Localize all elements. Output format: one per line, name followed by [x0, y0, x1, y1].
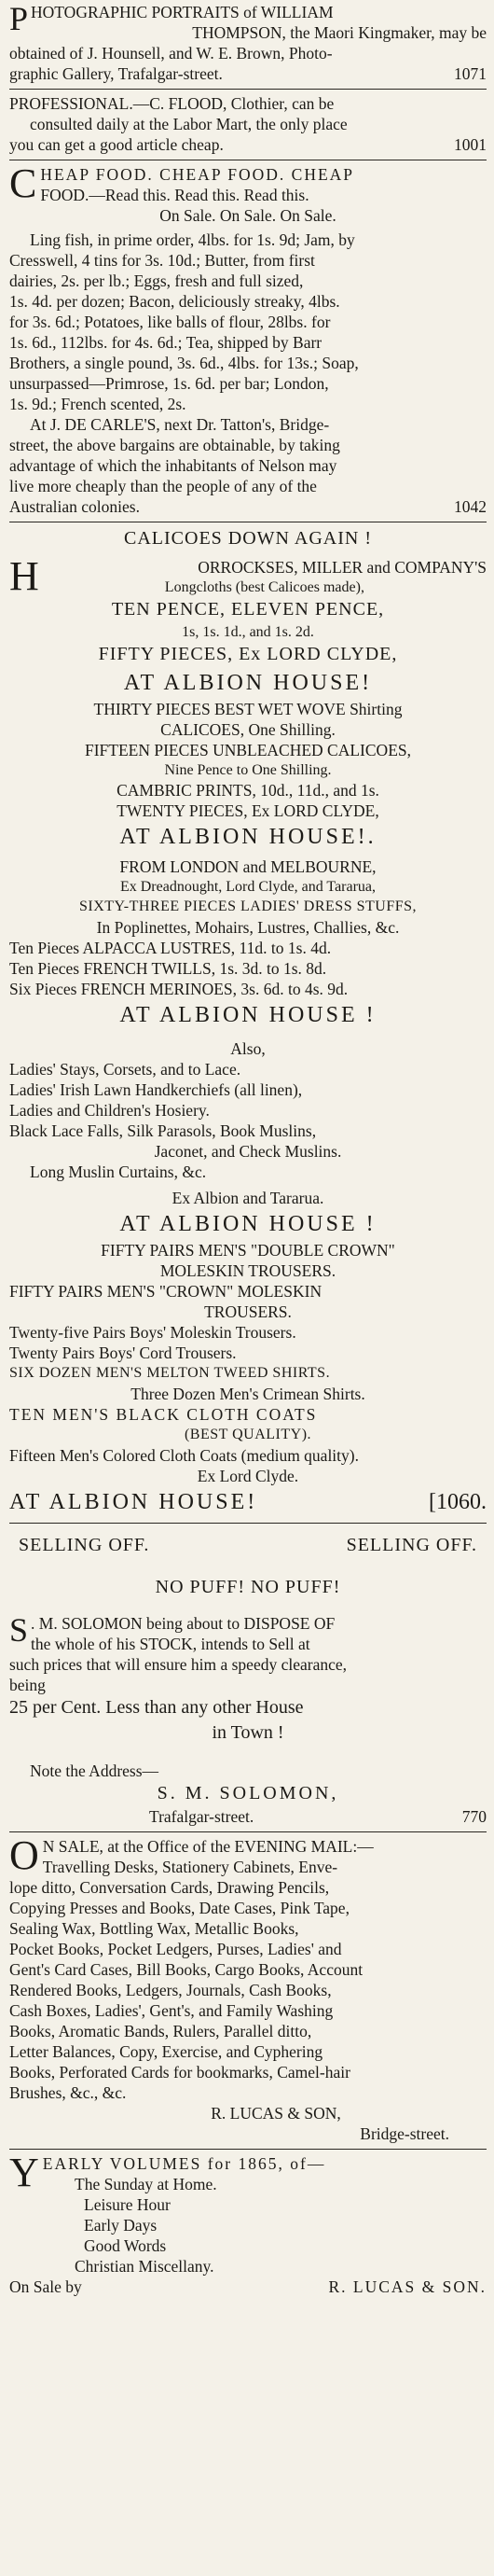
- ad-line: MOLESKIN TROUSERS.: [159, 1261, 336, 1280]
- ad-line: obtained of J. Hounsell, and W. E. Brown, Photo-: [9, 44, 333, 63]
- ad-line: Ex Dreadnought, Lord Clyde, and Tararua,: [119, 879, 377, 895]
- photographic-portraits-ad: [9, 2, 487, 84]
- ad-number: 1001: [454, 135, 487, 154]
- ad-line: Books, Perforated Cards for bookmarks, Camel-hair: [9, 2063, 350, 2082]
- ad-line: FIFTEEN PIECES UNBLEACHED CALICOES,: [84, 741, 411, 759]
- lucas-stationery-ad: [9, 1832, 487, 2144]
- yearly-volumes-ad: [9, 2150, 487, 2297]
- ad-line: Bridge-street.: [360, 2124, 449, 2143]
- ad-line: Ex Lord Clyde.: [197, 1467, 299, 1485]
- ad-line: CAMBRIC PRINTS, 10d., 11d., and 1s.: [117, 781, 379, 800]
- solomon-selling-off-ad: [9, 1527, 487, 1827]
- ad-line: N SALE, at the Office of the EVENING MAIL:—: [42, 1837, 374, 1856]
- volume-title: Christian Miscellany.: [75, 2257, 214, 2276]
- ad-line: CALICOES, One Shilling.: [160, 720, 336, 739]
- ad-body-line: Ling fish, in prime order, 4lbs. for 1s. 9d; Jam, by: [30, 230, 355, 249]
- ad-line: Twenty Pairs Boys' Cord Trousers.: [9, 1344, 237, 1362]
- drop-cap: Y: [9, 2150, 39, 2195]
- ad-line: Ten Pieces ALPACCA LUSTRES, 11d. to 1s. 4d.: [9, 939, 332, 957]
- ad-line: EARLY VOLUMES for 1865, of—: [42, 2154, 326, 2173]
- ad-line: Three Dozen Men's Crimean Shirts.: [130, 1385, 365, 1403]
- ad-headline: HEAP FOOD. CHEAP FOOD. CHEAP: [40, 165, 355, 184]
- ad-line: lope ditto, Conversation Cards, Drawing Pencils,: [9, 1878, 330, 1897]
- ad-line: ORROCKSES, MILLER and COMPANY'S: [198, 558, 487, 577]
- ad-line: Sealing Wax, Bottling Wax, Metallic Books,: [9, 1919, 299, 1938]
- volume-title: The Sunday at Home.: [75, 2175, 217, 2193]
- ad-line: Ex Albion and Tararua.: [172, 1189, 324, 1207]
- ad-line: Longcloths (best Calicoes made),: [164, 579, 364, 595]
- ad-line: TROUSERS.: [204, 1302, 292, 1321]
- albion-house-heading: AT ALBION HOUSE !: [119, 1003, 377, 1027]
- divider: [9, 1523, 487, 1524]
- albion-house-heading: AT ALBION HOUSE!: [123, 671, 373, 695]
- ad-body-line: Cresswell, 4 tins for 3s. 10d.; Butter, from first: [9, 251, 315, 270]
- ad-signature: S. M. SOLOMON,: [157, 1783, 339, 1803]
- ad-body-line: 1s. 9d.; French scented, 2s.: [9, 395, 186, 413]
- ad-line: Copying Presses and Books, Date Cases, Pink Tape,: [9, 1899, 350, 1917]
- ad-body-line: for 3s. 6d.; Potatoes, like balls of flour, 28lbs. for: [9, 313, 331, 331]
- ad-line: Long Muslin Curtains, &c.: [30, 1163, 207, 1181]
- ad-line: In Poplinettes, Mohairs, Lustres, Challies, &c.: [96, 918, 400, 937]
- ad-line: such prices that will ensure him a speedy clearance,: [9, 1655, 348, 1674]
- ad-line: FIFTY PAIRS MEN'S "CROWN" MOLESKIN: [9, 1282, 322, 1301]
- cheap-food-ad: [9, 160, 487, 517]
- ad-body-line: street, the above bargains are obtainable, by taking: [9, 436, 340, 454]
- ad-signature: R. LUCAS & SON.: [328, 2277, 487, 2296]
- ad-body-line: At J. DE CARLE'S, next Dr. Tatton's, Bridge-: [30, 415, 330, 434]
- ad-line: Rendered Books, Ledgers, Journals, Cash Books,: [9, 1981, 332, 1999]
- drop-cap: C: [9, 160, 37, 206]
- ad-line: PROFESSIONAL.—C. FLOOD, Clothier, can be: [9, 94, 335, 113]
- ad-line: the whole of his STOCK, intends to Sell at: [31, 1635, 310, 1653]
- ad-line: Also,: [230, 1039, 266, 1058]
- ad-line: consulted daily at the Labor Mart, the only place: [30, 115, 348, 133]
- ad-line: 1s, 1s. 1d., and 1s. 2d.: [182, 624, 314, 640]
- volume-title: Early Days: [84, 2216, 158, 2235]
- drop-cap: O: [9, 1832, 39, 1878]
- ad-line: Six Pieces FRENCH MERINOES, 3s. 6d. to 4s. 9d.: [9, 980, 349, 998]
- ad-signature: R. LUCAS & SON,: [211, 2104, 341, 2123]
- ad-line: Ladies' Stays, Corsets, and to Lace.: [9, 1060, 241, 1079]
- divider: [9, 1831, 487, 1832]
- ad-number: 1071: [454, 64, 487, 83]
- volume-title: Good Words: [84, 2236, 167, 2255]
- ad-number: 1042: [454, 497, 487, 516]
- drop-cap: P: [9, 0, 29, 37]
- ad-line: Ten Pieces FRENCH TWILLS, 1s. 3d. to 1s. 8d.: [9, 959, 327, 978]
- ad-number: 770: [461, 1807, 487, 1826]
- ad-line: Twenty-five Pairs Boys' Moleskin Trousers.: [9, 1323, 296, 1342]
- ad-line: TEN MEN'S BLACK CLOTH COATS: [9, 1405, 318, 1424]
- ad-line: Gent's Card Cases, Bill Books, Cargo Books, Account: [9, 1960, 364, 1979]
- ad-line: in Town !: [212, 1722, 284, 1743]
- ad-line: TWENTY PIECES, Ex LORD CLYDE,: [117, 801, 379, 820]
- ad-line: you can get a good article cheap.: [9, 135, 224, 154]
- ad-headline: FOOD.—Read this. Read this. Read this.: [40, 186, 309, 204]
- ad-line: being: [9, 1676, 46, 1694]
- ad-line: Trafalgar-street.: [149, 1807, 254, 1826]
- ad-line: 25 per Cent. Less than any other House: [9, 1697, 304, 1718]
- ad-line: Cash Boxes, Ladies', Gent's, and Family Washing: [9, 2001, 334, 2020]
- ad-line: Nine Pence to One Shilling.: [164, 762, 332, 778]
- newspaper-column: [9, 2, 487, 2297]
- ad-body-line: dairies, 2s. per lb.; Eggs, fresh and full sized,: [9, 272, 304, 290]
- flood-clothier-ad: [9, 93, 487, 155]
- ad-body-line: Brothers, a single pound, 3s. 6d., 4lbs. for 13s.; Soap,: [9, 354, 359, 372]
- albion-house-heading: AT ALBION HOUSE!.: [119, 825, 377, 849]
- volume-title: Leisure Hour: [84, 2195, 171, 2214]
- ad-headline: SELLING OFF.: [346, 1535, 477, 1555]
- divider: [9, 89, 487, 90]
- ad-line: Fifteen Men's Colored Cloth Coats (medium quality).: [9, 1446, 359, 1465]
- ad-line: Letter Balances, Copy, Exercise, and Cyphering: [9, 2042, 323, 2061]
- albion-house-heading: AT ALBION HOUSE!: [9, 1490, 258, 1514]
- ad-body-line: advantage of which the inhabitants of Nelson may: [9, 456, 337, 475]
- ad-line: TEN PENCE, ELEVEN PENCE,: [111, 599, 385, 620]
- ad-body-line: 1s. 4d. per dozen; Bacon, deliciously streaky, 4lbs.: [9, 292, 340, 311]
- ad-line: THOMPSON, the Maori Kingmaker, may be: [192, 23, 487, 42]
- ad-line: FROM LONDON and MELBOURNE,: [119, 857, 377, 876]
- ad-line: (BEST QUALITY).: [184, 1427, 312, 1442]
- ad-body-line: 1s. 6d., 112lbs. for 4s. 6d.; Tea, shipped by Barr: [9, 333, 322, 352]
- ad-number: [1060.: [429, 1490, 487, 1514]
- ad-line: graphic Gallery, Trafalgar-street.: [9, 64, 223, 83]
- ad-body-line: Australian colonies.: [9, 497, 140, 516]
- ad-line: HOTOGRAPHIC PORTRAITS of WILLIAM: [31, 3, 334, 21]
- ad-headline: NO PUFF! NO PUFF!: [155, 1577, 341, 1597]
- ad-headline: SELLING OFF.: [19, 1535, 150, 1555]
- drop-cap: S: [9, 1611, 29, 1649]
- ad-line: Ladies' Irish Lawn Handkerchiefs (all linen),: [9, 1080, 303, 1099]
- ad-headline: On Sale. On Sale. On Sale.: [159, 206, 336, 225]
- ad-line: THIRTY PIECES BEST WET WOVE Shirting: [93, 700, 403, 718]
- ad-headline: CALICOES DOWN AGAIN !: [124, 528, 372, 549]
- ad-line: SIX DOZEN MEN'S MELTON TWEED SHIRTS.: [9, 1365, 331, 1381]
- drop-cap: H: [9, 553, 39, 599]
- ad-line: On Sale by: [9, 2277, 82, 2296]
- albion-house-heading: AT ALBION HOUSE !: [119, 1212, 377, 1236]
- ad-line: Brushes, &c., &c.: [9, 2083, 127, 2102]
- ad-line: . M. SOLOMON being about to DISPOSE OF: [31, 1614, 336, 1633]
- divider: [9, 2149, 487, 2150]
- albion-house-ad: [9, 526, 487, 1518]
- ad-line: SIXTY-THREE PIECES LADIES' DRESS STUFFS,: [78, 898, 418, 914]
- ad-body-line: live more cheaply than the people of any of the: [9, 477, 317, 495]
- ad-line: Black Lace Falls, Silk Parasols, Book Muslins,: [9, 1121, 317, 1140]
- ad-line: FIFTY PAIRS MEN'S "DOUBLE CROWN": [101, 1241, 395, 1260]
- ad-line: FIFTY PIECES, Ex LORD CLYDE,: [98, 644, 398, 664]
- ad-body-line: unsurpassed—Primrose, 1s. 6d. per bar; London,: [9, 374, 329, 393]
- ad-line: Books, Aromatic Bands, Rulers, Parallel ditto,: [9, 2022, 312, 2040]
- ad-line: Pocket Books, Pocket Ledgers, Purses, Ladies' and: [9, 1940, 342, 1958]
- ad-line: Travelling Desks, Stationery Cabinets, Enve-: [42, 1858, 338, 1876]
- ad-line: Ladies and Children's Hosiery.: [9, 1101, 210, 1120]
- ad-line: Note the Address—: [30, 1761, 159, 1780]
- ad-line: Jaconet, and Check Muslins.: [154, 1142, 342, 1161]
